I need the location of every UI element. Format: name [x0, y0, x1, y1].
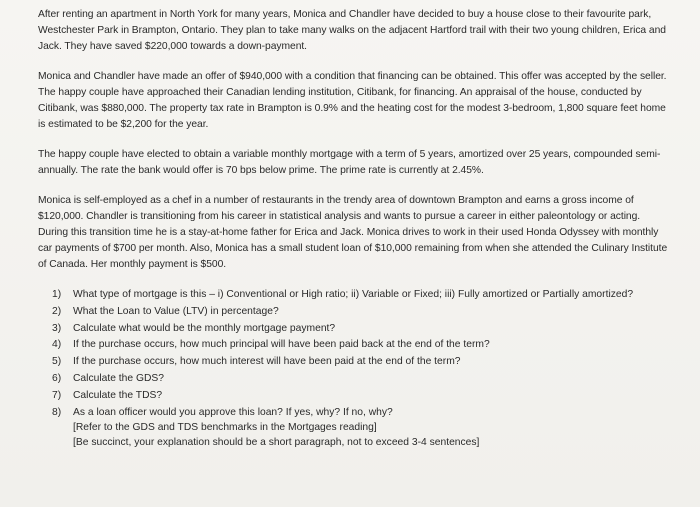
question-number: 1) — [52, 289, 62, 300]
list-item — [52, 371, 670, 386]
paragraph-background: After renting an apartment in North York for many years, Monica and Chandler have decided to buy a house close to their favourite park, Westchester Park in Brampton, Ontario. They plan to take many walks on the adjacent Hartford trail with their two young children, Erica and Jack. They have saved $220,000 towards a down-payment. — [38, 9, 666, 52]
question-number: 2) — [52, 305, 62, 317]
question-text: If the purchase occurs, how much principal will have been paid back at the end of the term? — [73, 339, 490, 351]
question-number: 3) — [52, 322, 62, 334]
question-text: If the purchase occurs, how much interest will have been paid at the end of the term? — [73, 356, 461, 368]
question-number: 8) — [52, 406, 62, 418]
question-text: What the Loan to Value (LTV) in percentage? — [73, 305, 279, 317]
list-item — [52, 337, 670, 352]
question-text: Calculate the GDS? — [73, 372, 165, 384]
list-item — [52, 405, 670, 451]
list-item — [52, 321, 670, 336]
list-item — [52, 304, 670, 319]
question-text: As a loan officer would you approve this loan? If yes, why? If no, why? — [73, 406, 393, 418]
question-list — [38, 287, 670, 450]
question-number: 6) — [52, 372, 62, 384]
paragraph-income-debts: Monica is self-employed as a chef in a number of restaurants in the trendy area of downtown Brampton and earns a gross income of $120,000. Chandler is transitioning from his career in statistical analysis and wants to pursue a career in either paleontology or acting. During this transition time he is a stay-at-home father for Erica and Jack. Monica drives to work in their used Honda Odyssey with monthly car payments of $700 per month. Also, Monica has a small student loan of $10,000 remaining from when she attended the Culinary Institute of Canada. Her monthly payment is $500. — [38, 195, 668, 270]
question-text: Calculate the TDS? — [73, 389, 163, 401]
question-text: Calculate what would be the monthly mortgage payment? — [73, 322, 336, 334]
question-number: 7) — [52, 389, 62, 401]
question-number: 4) — [52, 339, 62, 351]
list-item — [52, 354, 670, 369]
reading-reference-note: [Refer to the GDS and TDS benchmarks in the Mortgages reading] — [73, 421, 377, 433]
list-item — [52, 287, 670, 302]
paragraph-offer: Monica and Chandler have made an offer of $940,000 with a condition that financing can be obtained. This offer was accepted by the seller. The happy couple have approached their Canadian lending institution, Citibank, for financing. An appraisal of the house, conducted by Citibank, was $880,000. The property tax rate in Brampton is 0.9% and the heating cost for the modest 3-bedroom, 1,800 square feet home is estimated to be $2,200 for the year. — [38, 71, 667, 130]
question-number: 5) — [52, 356, 62, 368]
paragraph-mortgage-terms: The happy couple have elected to obtain a variable monthly mortgage with a term of 5 years, amortized over 25 years, compounded semi-annually. The rate the bank would offer is 70 bps below prime. The prime rate is currently at 2.45%. — [38, 149, 661, 176]
list-item — [52, 388, 670, 403]
question-text: What type of mortgage is this – i) Conventional or High ratio; ii) Variable or Fixed; iii) Fully amortized or Partially amortized? — [73, 289, 634, 300]
length-instruction-note: [Be succinct, your explanation should be a short paragraph, not to exceed 3-4 sentences] — [73, 436, 480, 448]
